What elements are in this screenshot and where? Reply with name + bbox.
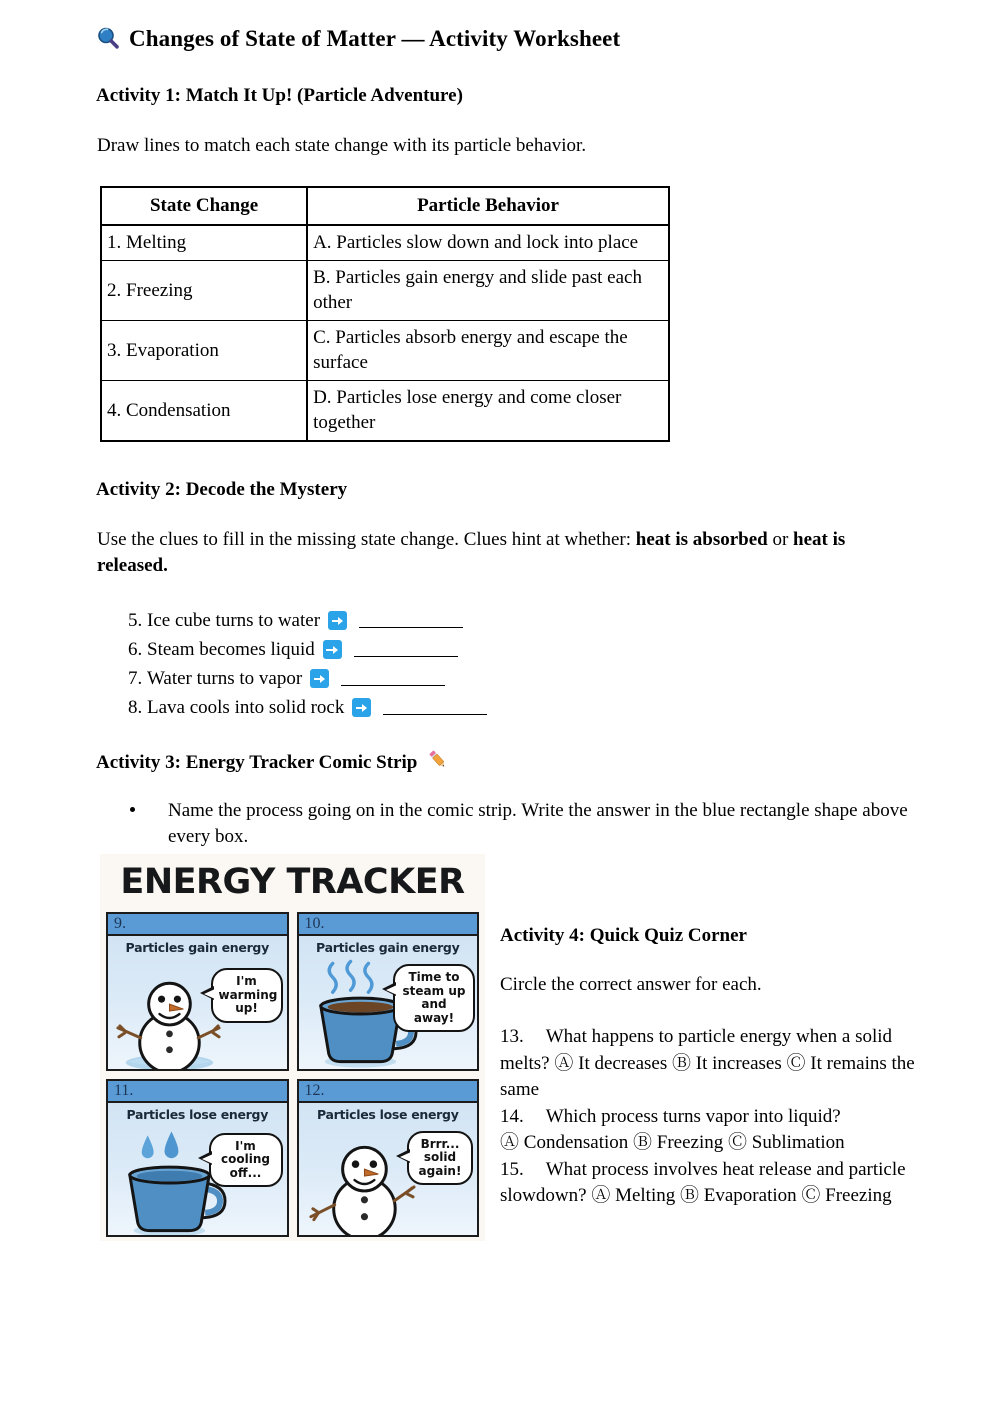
match-table [100, 186, 670, 442]
activity2-bold-absorbed: heat is absorbed [635, 529, 768, 550]
comic-panel-9 [106, 912, 289, 1071]
comic-panel-12 [297, 1079, 480, 1238]
table-cell-state-change: 4. Condensation [101, 381, 307, 442]
clue-item [128, 635, 487, 664]
quiz-option-letter: Ⓒ [728, 1132, 748, 1153]
table-row [101, 225, 669, 261]
quiz-option[interactable] [680, 1185, 797, 1206]
comic-panel-answer-bar[interactable] [108, 1081, 287, 1103]
clue-list [128, 606, 487, 722]
activity1-heading: Activity 1: Match It Up! (Particle Adventure) [96, 85, 463, 106]
bubble-tail-icon [200, 986, 214, 1000]
clue-answer-blank[interactable] [354, 642, 458, 657]
clue-answer-blank[interactable] [341, 671, 445, 686]
quiz-question-list [500, 1024, 918, 1210]
clue-number: 8. [128, 696, 143, 718]
table-row [101, 261, 669, 321]
comic-bubble-text: Brrr... solid again! [418, 1136, 462, 1178]
clue-answer-blank[interactable] [359, 613, 463, 628]
clue-text: Water turns to vapor [147, 667, 303, 689]
quiz-option[interactable] [554, 1053, 667, 1074]
activity1-instruction: Draw lines to match each state change with its particle behavior. [97, 135, 587, 156]
quiz-option-label: It increases [695, 1052, 782, 1074]
comic-speech-bubble [209, 1133, 283, 1188]
comic-panel-number: 11. [114, 1081, 134, 1099]
bullet-point-icon [130, 807, 135, 812]
bubble-tail-icon [382, 982, 396, 996]
clue-number: 5. [128, 609, 143, 631]
quiz-option[interactable] [500, 1132, 628, 1153]
quiz-question-text: What process involves heat release and particle slowdown? [500, 1158, 906, 1206]
comic-panel-answer-bar[interactable] [299, 1081, 478, 1103]
activity2-instruction [97, 527, 917, 579]
comic-speech-bubble [407, 1131, 473, 1186]
quiz-option-label: Condensation [523, 1132, 629, 1153]
comic-panel-grid [106, 912, 479, 1237]
comic-speech-bubble [211, 968, 283, 1023]
quiz-option-letter: Ⓒ [786, 1052, 806, 1074]
table-cell-state-change: 3. Evaporation [101, 321, 307, 381]
table-cell-particle-behavior: C. Particles absorb energy and escape the surface [307, 321, 669, 381]
quiz-option-letter: Ⓑ [633, 1132, 653, 1153]
table-row [101, 381, 669, 442]
quiz-option-label: It remains the same [500, 1052, 915, 1100]
quiz-option[interactable] [591, 1185, 675, 1206]
right-arrow-icon [323, 640, 342, 659]
activity3-heading [96, 748, 449, 774]
quiz-option-letter: Ⓐ [554, 1052, 574, 1074]
quiz-question-number: 13. [500, 1026, 524, 1047]
quiz-option-label: Melting [615, 1185, 676, 1206]
comic-panel-caption: Particles lose energy [126, 1106, 269, 1122]
comic-panel-caption: Particles gain energy [125, 940, 269, 955]
quiz-question-number: 15. [500, 1158, 524, 1180]
comic-panel-number: 9. [114, 915, 126, 932]
table-row [101, 321, 669, 381]
clue-text: Ice cube turns to water [147, 609, 321, 631]
clue-item [128, 664, 487, 693]
comic-speech-bubble [393, 964, 475, 1032]
activity2-instruction-mid: or [767, 529, 794, 550]
comic-panel-caption: Particles lose energy [316, 1106, 459, 1122]
comic-bubble-text: I'm warming up! [218, 974, 278, 1015]
quiz-option-label: Sublimation [751, 1132, 845, 1153]
quiz-option[interactable] [672, 1053, 782, 1074]
comic-panel-11 [106, 1079, 289, 1238]
comic-panel-10 [297, 912, 480, 1071]
quiz-option[interactable] [801, 1185, 891, 1206]
activity4-heading: Activity 4: Quick Quiz Corner [500, 925, 747, 946]
clue-number: 6. [128, 638, 143, 660]
page-title-text: Changes of State of Matter — Activity Worksheet [129, 25, 621, 51]
right-arrow-icon [310, 669, 329, 688]
quiz-option[interactable] [728, 1132, 845, 1153]
activity2-instruction-lead: Use the clues to fill in the missing state change. Clues hint at whether: [97, 529, 636, 550]
table-header-row [101, 187, 669, 225]
table-cell-particle-behavior: A. Particles slow down and lock into place [307, 225, 669, 261]
comic-panel-number: 10. [304, 915, 325, 932]
bubble-tail-icon [198, 1151, 212, 1165]
comic-panel-answer-bar[interactable] [299, 914, 478, 936]
comic-bubble-text: Time to steam up and away! [402, 970, 466, 1025]
quiz-question [500, 1104, 918, 1157]
quiz-option-label: Freezing [656, 1132, 724, 1153]
right-arrow-icon [352, 698, 371, 717]
quiz-option-letter: Ⓐ [591, 1185, 611, 1206]
quiz-option-letter: Ⓑ [680, 1185, 700, 1206]
activity2-bold-released: heat is released. [97, 529, 846, 576]
table-cell-particle-behavior: B. Particles gain energy and slide past each other [307, 261, 669, 321]
table-cell-state-change: 2. Freezing [101, 261, 307, 321]
quiz-question-text: Which process turns vapor into liquid? [545, 1105, 841, 1127]
magnifier-icon [96, 26, 120, 50]
comic-bubble-text: I'm cooling off... [221, 1138, 270, 1180]
quiz-question-text: What happens to particle energy when a solid melts? [500, 1026, 893, 1074]
clue-answer-blank[interactable] [383, 700, 487, 715]
quiz-option-label: Freezing [825, 1185, 892, 1206]
quiz-option[interactable] [633, 1132, 723, 1153]
quiz-question [500, 1024, 918, 1104]
clue-number: 7. [128, 667, 143, 689]
quiz-option-label: It decreases [578, 1052, 668, 1074]
activity2-heading: Activity 2: Decode the Mystery [96, 479, 348, 500]
table-cell-state-change: 1. Melting [101, 225, 307, 261]
activity4-instruction: Circle the correct answer for each. [500, 974, 762, 995]
quiz-option-letter: Ⓑ [672, 1052, 692, 1074]
page-title [96, 26, 620, 50]
comic-panel-number: 12. [304, 1081, 325, 1099]
comic-title: ENERGY TRACKER [120, 862, 465, 902]
bubble-tail-icon [396, 1149, 410, 1163]
quiz-question [500, 1157, 918, 1210]
comic-panel-caption: Particles gain energy [316, 940, 460, 955]
quiz-option-label: Evaporation [703, 1185, 797, 1206]
table-header-state-change: State Change [101, 187, 307, 225]
activity3-bullet [130, 798, 920, 850]
clue-text: Steam becomes liquid [147, 638, 315, 660]
table-header-particle-behavior: Particle Behavior [307, 187, 669, 225]
comic-panel-answer-bar[interactable] [108, 914, 287, 936]
table-cell-particle-behavior: D. Particles lose energy and come closer together [307, 381, 669, 442]
clue-text: Lava cools into solid rock [147, 696, 345, 718]
activity3-heading-text: Activity 3: Energy Tracker Comic Strip [96, 752, 418, 773]
quiz-option-letter: Ⓐ [500, 1132, 520, 1153]
right-arrow-icon [328, 611, 347, 630]
activity3-bullet-text: Name the process going on in the comic strip. Write the answer in the blue rectangle shape above every box. [168, 800, 908, 847]
clue-item [128, 606, 487, 635]
quiz-question-number: 14. [500, 1105, 524, 1127]
comic-strip [100, 854, 485, 1241]
pencil-icon [425, 748, 449, 772]
quiz-option-letter: Ⓒ [801, 1185, 821, 1206]
clue-item [128, 693, 487, 722]
